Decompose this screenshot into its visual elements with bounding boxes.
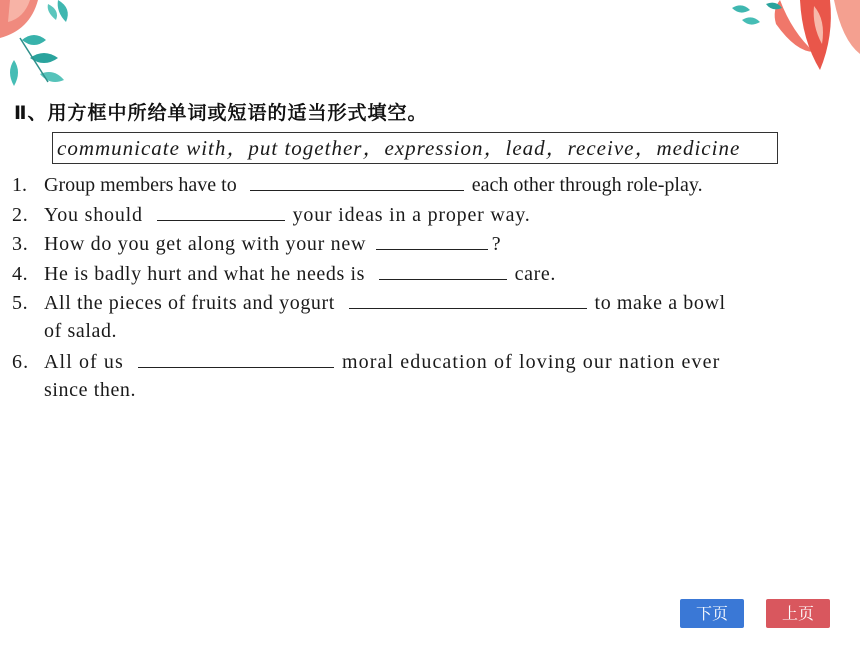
question-number: 6. (12, 351, 30, 373)
question-6 (12, 349, 720, 374)
question-6-continuation: since then. (44, 379, 137, 401)
answer-blank (157, 202, 285, 221)
question-number: 3. (12, 233, 29, 255)
answer-blank (379, 261, 507, 280)
question-5 (12, 290, 726, 315)
question-2 (12, 202, 531, 227)
answer-blank (138, 349, 334, 368)
question-5-continuation: of salad. (44, 320, 118, 342)
section-heading: Ⅱ、用方框中所给单词或短语的适当形式填空。 (14, 102, 428, 124)
previous-page-button[interactable]: 上页 (766, 599, 830, 628)
question-text: each other through role-play. (471, 174, 703, 196)
question-4 (12, 261, 556, 286)
answer-blank (376, 231, 488, 250)
question-number: 4. (12, 263, 29, 285)
question-text: your ideas in a proper way. (292, 204, 531, 226)
question-text: ? (491, 233, 502, 255)
question-text: Group members have to (44, 174, 237, 196)
question-text: All of us (44, 351, 124, 373)
answer-blank (250, 172, 464, 191)
question-1 (12, 172, 703, 197)
question-text: care. (514, 263, 556, 285)
question-text: All the pieces of fruits and yogurt (44, 292, 335, 314)
question-number: 5. (12, 292, 29, 314)
question-3 (12, 231, 501, 256)
question-text: to make a bowl (594, 292, 726, 314)
next-page-button[interactable]: 下页 (680, 599, 744, 628)
word-box: communicate with，put together，expression，lead，receive，medicine (52, 132, 778, 164)
leaf-decoration-icon (0, 0, 90, 95)
leaf-decoration-icon (730, 0, 860, 75)
question-number: 1. (12, 174, 27, 196)
answer-blank (349, 290, 587, 309)
question-text: moral education of loving our nation ever (342, 351, 721, 373)
question-number: 2. (12, 204, 29, 226)
question-text: How do you get along with your new (44, 233, 367, 255)
question-text: He is badly hurt and what he needs is (44, 263, 366, 285)
question-text: You should (44, 204, 143, 226)
